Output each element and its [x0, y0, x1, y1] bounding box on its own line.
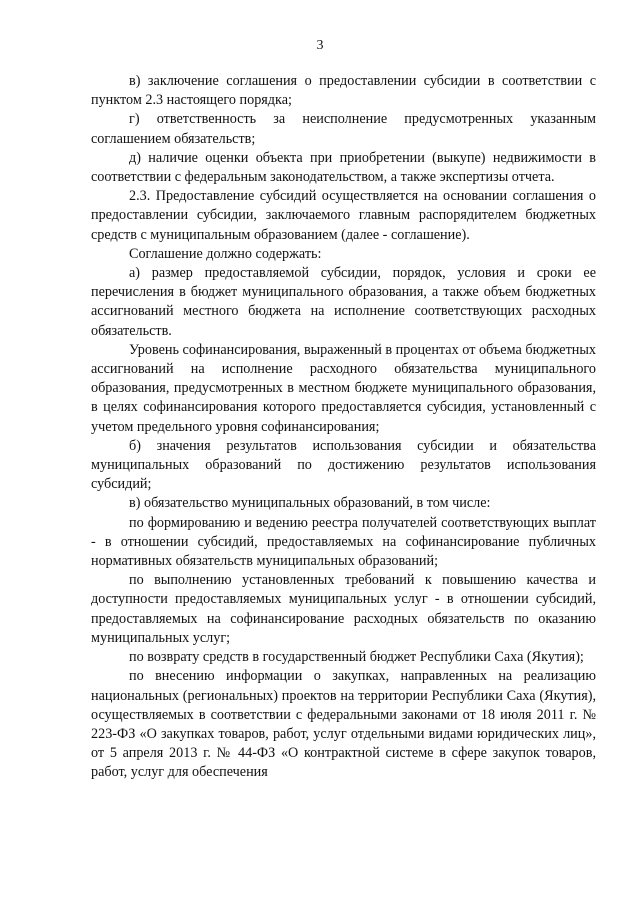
paragraph-d-assessment: д) наличие оценки объекта при приобретении (выкупе) недвижимости в соответствии с федеральным законодательством, а также экспертизы отчета.	[91, 149, 596, 186]
paragraph-2-3-provision: 2.3. Предоставление субсидий осуществляется на основании соглашения о предоставлении субсидии, заключаемого главным распорядителем бюджетных средств с муниципальным образованием (далее - соглашение).	[91, 188, 596, 243]
paragraph-v-agreement: в) заключение соглашения о предоставлении субсидии в соответствии с пунктом 2.3 настоящего порядка;	[91, 73, 596, 109]
paragraph-b-results: б) значения результатов использования субсидии и обязательства муниципальных образований по достижению результатов использования субсидий;	[91, 437, 596, 493]
paragraph-refund: по возврату средств в государственный бюджет Республики Саха (Якутия);	[129, 649, 584, 666]
paragraph-agreement-contents: Соглашение должно содержать:	[129, 245, 322, 262]
paragraph-a-amount: а) размер предоставляемой субсидии, порядок, условия и сроки ее перечисления в бюджет муниципального образования, а также объем бюджетных ассигнований местного бюджета на исполнение соответствующих расходных обязательств.	[91, 265, 596, 339]
page-number: 3	[316, 38, 324, 53]
paragraph-procurement-info: по внесению информации о закупках, направленных на реализацию национальных (региональных) проектов на территории Республики Саха (Якутия), осуществляемых в соответствии с федеральными законами от 18 июля 2011 г. № 223-ФЗ «О закупках товаров, работ, услуг отдельными видами юридических лиц», от 5 апреля 2013 г. № 44-ФЗ «О контрактной системе в сфере закупок товаров, работ, услуг для обеспечения	[91, 668, 596, 781]
paragraph-v-obligations: в) обязательство муниципальных образований, в том числе:	[129, 495, 491, 512]
paragraph-registry: по формированию и ведению реестра получателей соответствующих выплат - в отношении субсидий, предоставляемых на софинансирование публичных нормативных обязательств муниципальных образований;	[91, 514, 596, 570]
paragraph-g-responsibility: г) ответственность за неисполнение предусмотренных указанным соглашением обязательств;	[91, 111, 596, 147]
paragraph-service-quality: по выполнению установленных требований к повышению качества и доступности предоставляемых муниципальных услуг - в отношении субсидий, предоставляемых на софинансирование расходных обязательств по оказанию муниципальных услуг;	[91, 572, 596, 646]
document-body	[91, 72, 596, 783]
paragraph-cofinancing-level: Уровень софинансирования, выраженный в процентах от объема бюджетных ассигнований на исполнение расходного обязательства муниципального образования, предусмотренных в местном бюджете муниципального образования, в целях софинансирования которого предоставляется субсидия, установленный с учетом предельного уровня софинансирования;	[91, 341, 596, 435]
